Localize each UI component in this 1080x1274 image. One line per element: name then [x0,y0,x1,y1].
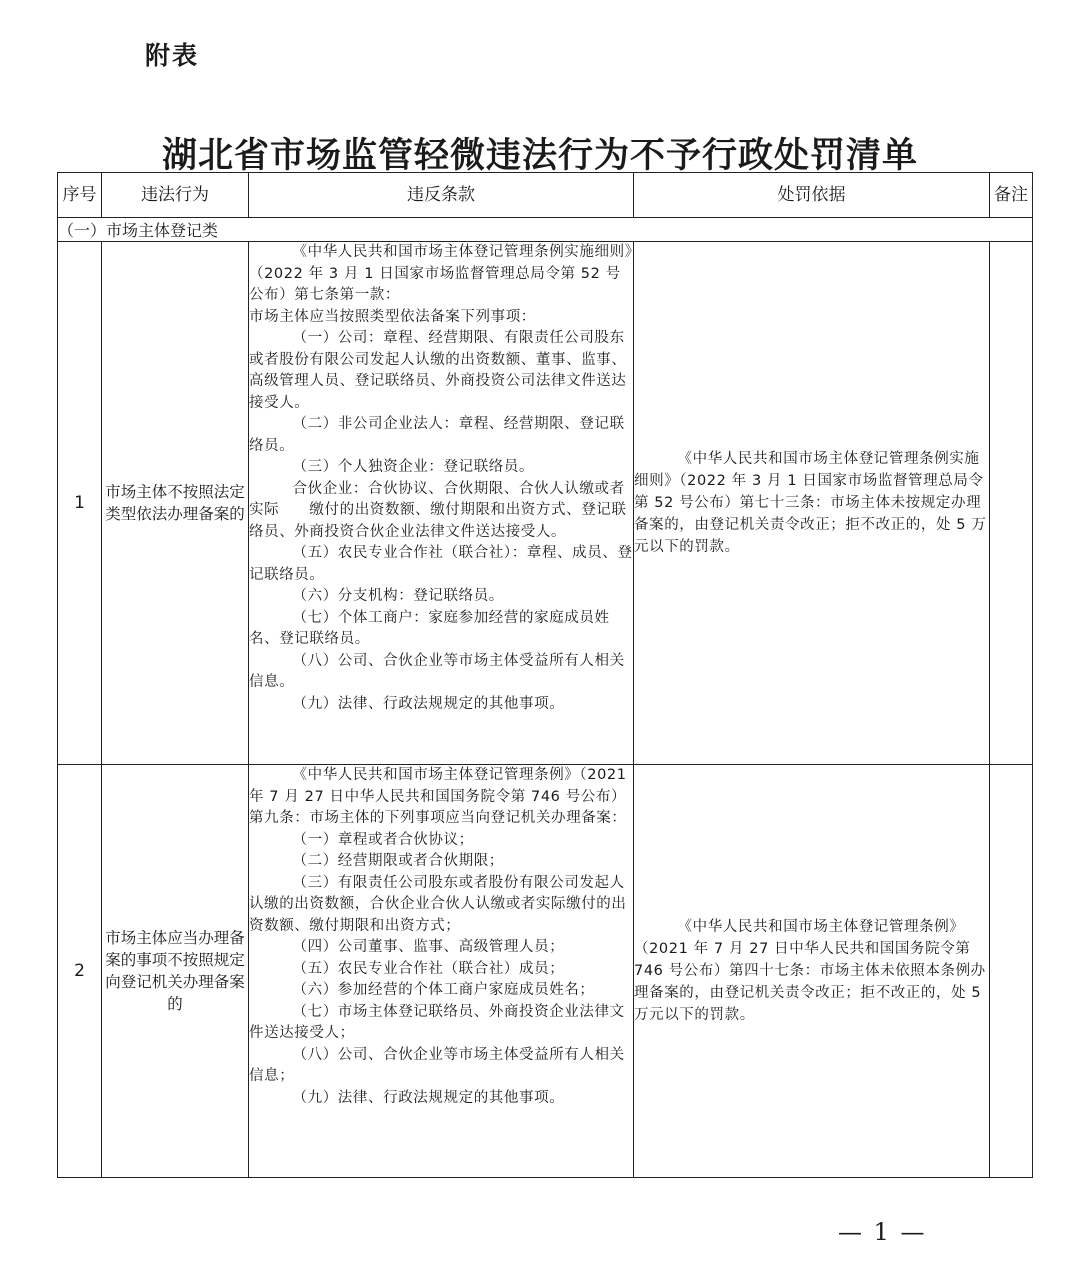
clause-paragraph: （九）法律、行政法规规定的其他事项。 [292,1089,565,1106]
row-basis [634,242,990,765]
header-seq: 序号 [58,173,102,218]
page-number: — 1 — [838,1218,927,1246]
clause-paragraph: （九）法律、行政法规规定的其他事项。 [292,695,565,712]
clause-paragraph: （二）经营期限或者合伙期限； [292,853,504,869]
row-basis [634,765,990,1178]
clause-paragraph: （一）公司：章程、经营期限、有限责任公司股东或者股份有限公司发起人认缴的出资数额、董事、监事、高级管理人员、登记联络员、外商投资公司法律文件送达接受人。 [249,330,627,411]
header-remark: 备注 [990,173,1033,218]
penalty-list-table [57,172,1033,1178]
header-basis: 处罚依据 [634,173,990,218]
clause-paragraph: （二）非公司企业法人：章程、经营期限、登记联络员。 [249,416,625,454]
clause-paragraph: 合伙企业：合伙协议、合伙期限、合伙人认缴或者实际 缴付的出资数额、缴付期限和出资方式、登记联络员、外商投资合伙企业法律文件送达接受人。 [249,480,627,540]
table-header-row [58,173,1033,218]
row-remark [990,765,1033,1178]
clause-paragraph: （四）公司董事、监事、高级管理人员； [292,939,565,955]
row-seq: 2 [58,765,102,1178]
clause-paragraph: 《中华人民共和国市场主体登记管理条例》（2021 年 7 月 27 日中华人民共和国国务院令第 746 号公布）第九条：市场主体的下列事项应当向登记机关办理备案： [249,767,627,826]
clause-paragraph: （三）有限责任公司股东或者股份有限公司发起人认缴的出资数额，合伙企业合伙人认缴或者实际缴付的出资数额、缴付期限和出资方式； [249,874,627,934]
row-behavior: 市场主体应当办理备案的事项不按照规定向登记机关办理备案的 [102,765,249,1178]
clause-paragraph: （三）个人独资企业：登记联络员。 [292,459,535,475]
clause-paragraph: （七）市场主体登记联络员、外商投资企业法律文件送达接受人； [249,1003,625,1041]
row-clause [249,242,634,765]
row-remark [990,242,1033,765]
table-row [58,242,1033,765]
basis-paragraph: 《中华人民共和国市场主体登记管理条例》（2021 年 7 月 27 日中华人民共和国国务院令第 746 号公布）第四十七条：市场主体未依照本条例办理备案的，由登记机关责令改正；拒不改正的，处 5 万元以下的罚款。 [634,919,986,1023]
header-clause: 违反条款 [249,173,634,218]
section-row [58,218,1033,242]
document-title: 湖北省市场监管轻微违法行为不予行政处罚清单 [161,135,918,176]
clause-paragraph: （八）公司、合伙企业等市场主体受益所有人相关信息。 [249,652,625,690]
basis-paragraph: 《中华人民共和国市场主体登记管理条例实施细则》（2022 年 3 月 1 日国家市场监督管理总局令第 52 号公布）第七十三条：市场主体未按规定办理备案的，由登记机关责令改正；拒不改正的，处 5 万元以下的罚款。 [634,451,987,555]
header-behavior: 违法行为 [102,173,249,218]
clause-paragraph: （五）农民专业合作社（联合社）成员； [292,960,565,977]
section-title: （一）市场主体登记类 [58,218,1033,242]
clause-paragraph: 市场主体应当按照类型依法备案下列事项： [249,308,536,325]
row-behavior: 市场主体不按照法定类型依法办理备案的 [102,242,249,765]
clause-paragraph: （六）分支机构：登记联络员。 [292,588,504,604]
row-clause [249,765,634,1178]
clause-paragraph: （六）参加经营的个体工商户家庭成员姓名； [292,982,595,998]
row-seq: 1 [58,242,102,765]
clause-paragraph: （七）个体工商户：家庭参加经营的家庭成员姓名、登记联络员。 [249,609,610,647]
clause-paragraph: 《中华人民共和国市场主体登记管理条例实施细则》（2022 年 3 月 1 日国家市场监督管理总局令第 52 号公布）第七条第一款： [249,244,633,303]
table-row [58,765,1033,1178]
annex-label: 附表 [145,41,200,70]
clause-paragraph: （八）公司、合伙企业等市场主体受益所有人相关信息； [249,1046,625,1084]
clause-paragraph: （一）章程或者合伙协议； [292,831,474,848]
clause-paragraph: （五）农民专业合作社（联合社）：章程、成员、登记联络员。 [249,545,633,583]
